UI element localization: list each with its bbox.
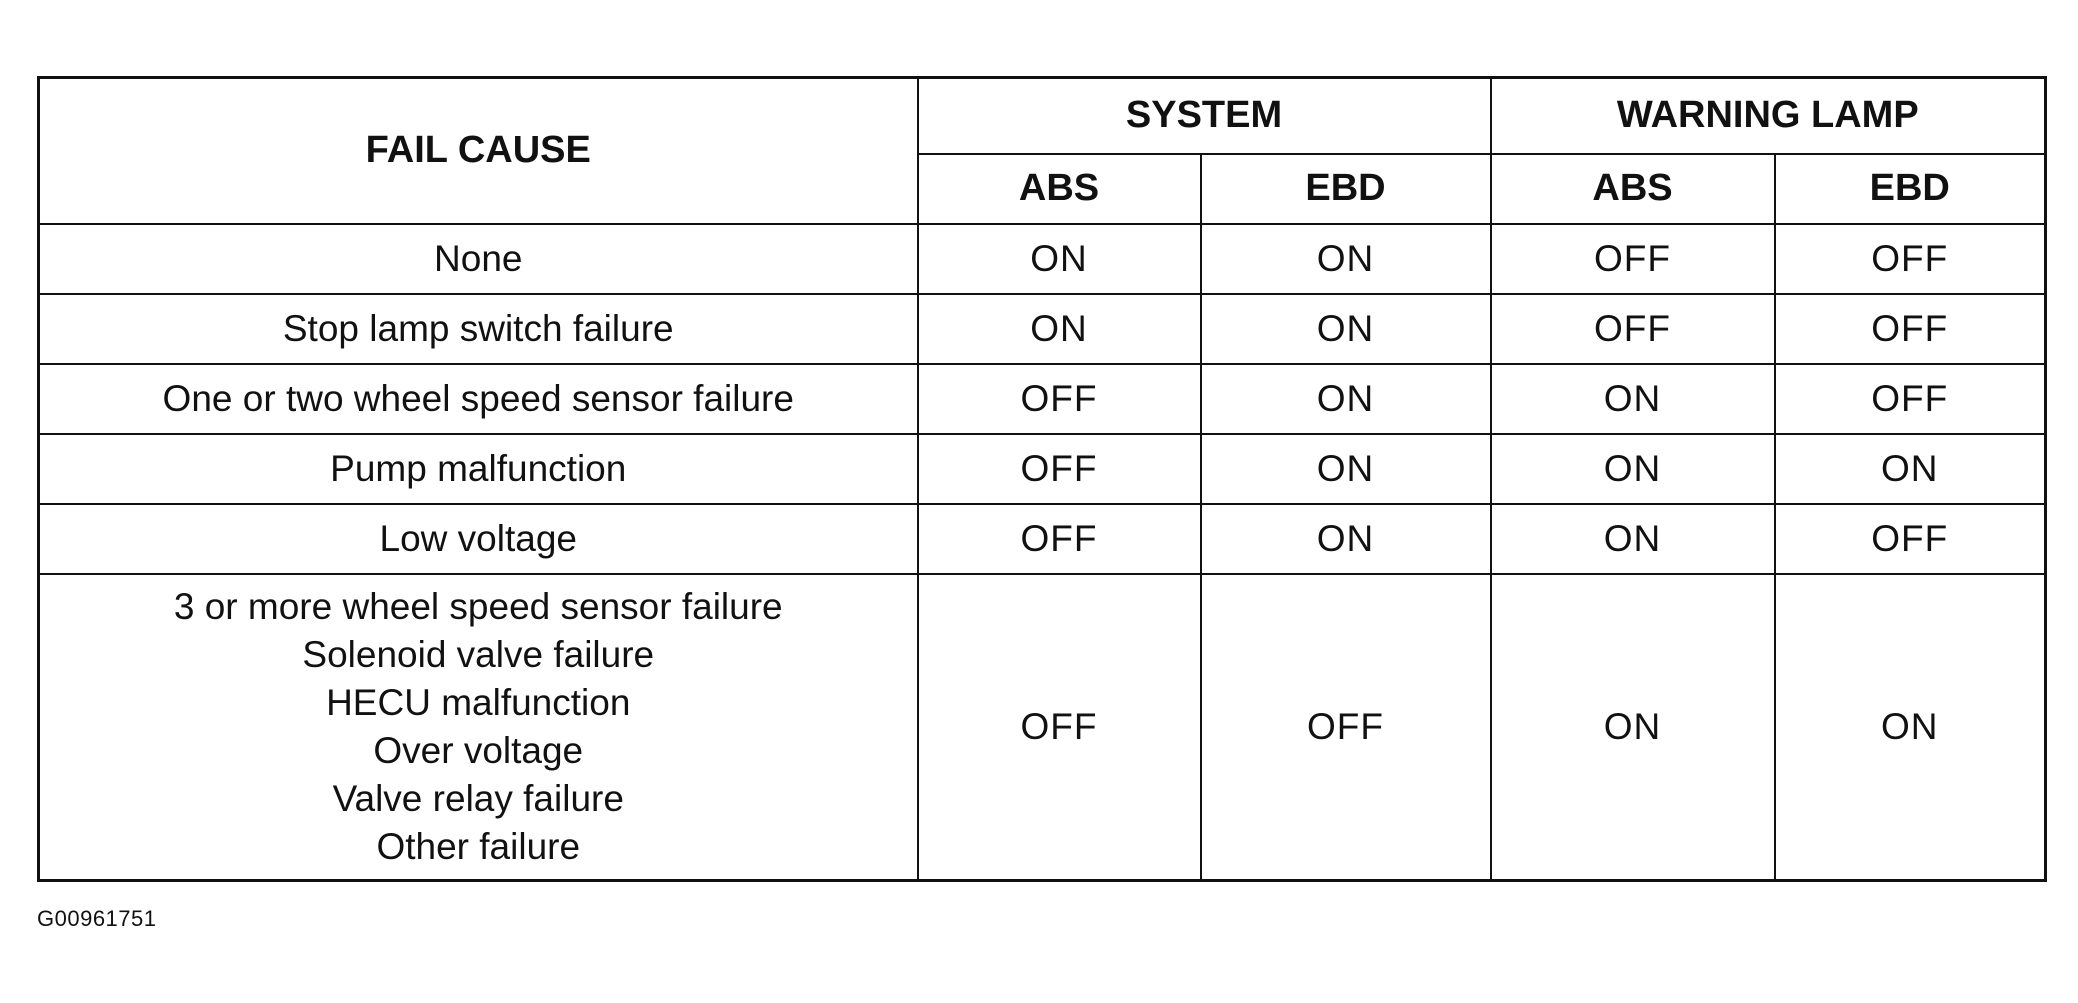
system-abs-cell: OFF [918, 434, 1201, 504]
lamp-ebd-cell: OFF [1775, 224, 2046, 294]
system-ebd-cell: ON [1201, 364, 1491, 434]
fail-cause-text: Solenoid valve failure [302, 634, 655, 675]
lamp-ebd-cell: OFF [1775, 364, 2046, 434]
fail-cause-table [37, 76, 2047, 882]
header-fail-cause: FAIL CAUSE [39, 78, 918, 225]
system-abs-cell: ON [918, 224, 1201, 294]
header-lamp-ebd: EBD [1775, 154, 2046, 224]
fail-cause-text: Other failure [376, 826, 581, 867]
lamp-abs-cell: ON [1491, 574, 1775, 881]
fail-cause-text: Over voltage [373, 730, 584, 771]
lamp-ebd-cell: ON [1775, 574, 2046, 881]
fail-cause-text: Stop lamp switch failure [282, 308, 674, 349]
fail-cause-cell [39, 574, 918, 881]
fail-cause-text: None [434, 238, 523, 279]
lamp-ebd-cell: OFF [1775, 294, 2046, 364]
table-row [39, 504, 2046, 574]
header-system: SYSTEM [918, 78, 1491, 155]
fail-cause-text: 3 or more wheel speed sensor failure [173, 586, 783, 627]
fail-cause-cell [39, 364, 918, 434]
system-abs-cell: ON [918, 294, 1201, 364]
table-row [39, 364, 2046, 434]
system-ebd-cell: OFF [1201, 574, 1491, 881]
system-abs-cell: OFF [918, 364, 1201, 434]
system-ebd-cell: ON [1201, 294, 1491, 364]
fail-cause-cell [39, 504, 918, 574]
header-warning-lamp: WARNING LAMP [1491, 78, 2046, 155]
table-row [39, 224, 2046, 294]
lamp-ebd-cell: OFF [1775, 504, 2046, 574]
header-system-ebd: EBD [1201, 154, 1491, 224]
fail-cause-text: Low voltage [379, 518, 577, 559]
table-row [39, 434, 2046, 504]
header-row-group [39, 78, 2046, 155]
lamp-abs-cell: ON [1491, 434, 1775, 504]
system-ebd-cell: ON [1201, 224, 1491, 294]
fail-cause-text: HECU malfunction [326, 682, 631, 723]
table-row [39, 294, 2046, 364]
table-row [39, 574, 2046, 881]
fail-cause-cell [39, 224, 918, 294]
header-lamp-abs: ABS [1491, 154, 1775, 224]
lamp-abs-cell: OFF [1491, 224, 1775, 294]
lamp-abs-cell: ON [1491, 364, 1775, 434]
system-ebd-cell: ON [1201, 434, 1491, 504]
lamp-abs-cell: ON [1491, 504, 1775, 574]
table-body [39, 224, 2046, 881]
figure-id: G00961751 [37, 906, 157, 931]
fail-cause-text: Pump malfunction [330, 448, 627, 489]
fail-cause-cell [39, 434, 918, 504]
system-abs-cell: OFF [918, 504, 1201, 574]
header-system-abs: ABS [918, 154, 1201, 224]
system-abs-cell: OFF [918, 574, 1201, 881]
fail-cause-text: One or two wheel speed sensor failure [162, 378, 794, 419]
system-ebd-cell: ON [1201, 504, 1491, 574]
fail-cause-text: Valve relay failure [332, 778, 624, 819]
fail-cause-cell [39, 294, 918, 364]
lamp-ebd-cell: ON [1775, 434, 2046, 504]
lamp-abs-cell: OFF [1491, 294, 1775, 364]
